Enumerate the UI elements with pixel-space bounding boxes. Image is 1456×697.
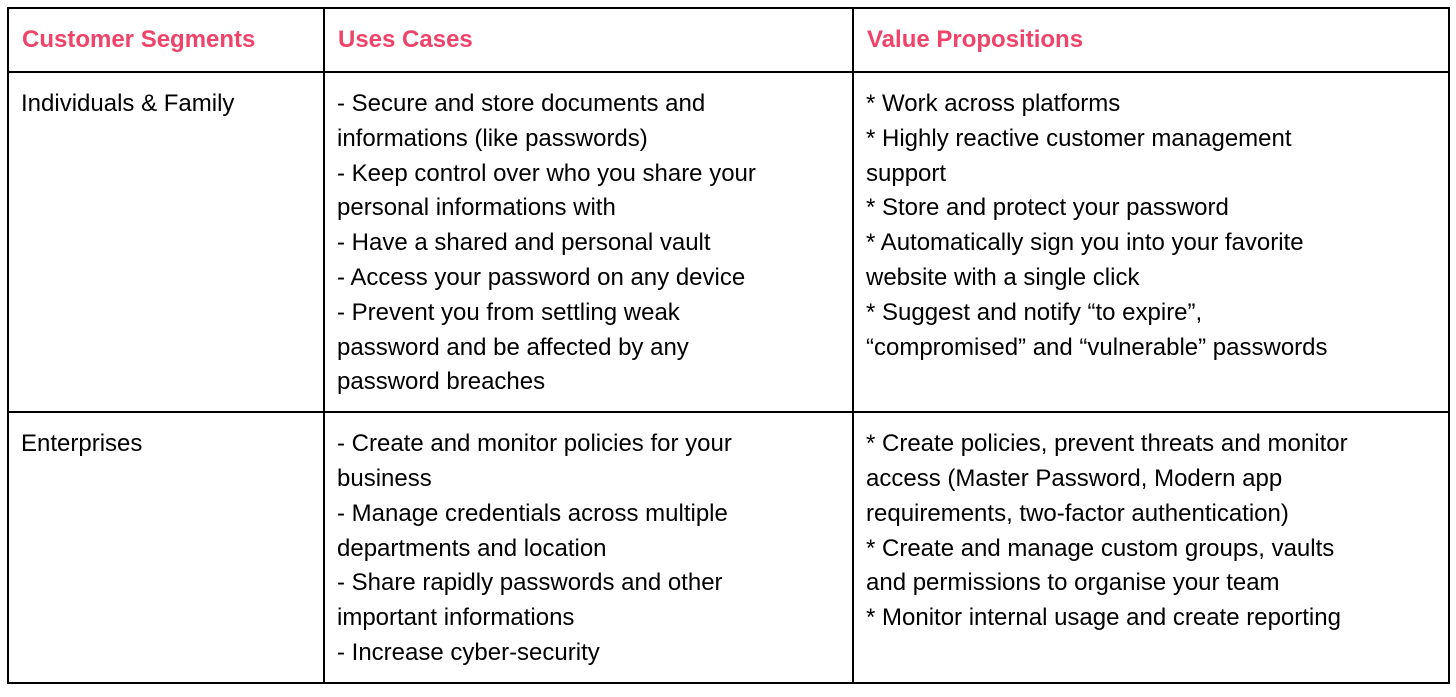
value-prop-line: and permissions to organise your team bbox=[866, 569, 1280, 597]
header-use-cases: Uses Cases bbox=[324, 8, 853, 72]
table-row-individuals bbox=[8, 72, 1449, 412]
value-prop-line: * Automatically sign you into your favorite bbox=[866, 229, 1304, 257]
segment-label: Individuals & Family bbox=[21, 90, 235, 117]
use-case-line: personal informations with bbox=[337, 194, 616, 222]
value-prop-line: * Highly reactive customer management bbox=[866, 124, 1292, 152]
header-row bbox=[8, 8, 1449, 72]
value-prop-line: support bbox=[866, 159, 947, 187]
use-cases-cell bbox=[324, 72, 853, 412]
use-case-line: - Access your password on any device bbox=[337, 263, 746, 291]
table-row-enterprises bbox=[8, 412, 1449, 683]
value-prop-line: access (Master Password, Modern app bbox=[866, 464, 1283, 492]
value-prop-line: “compromised” and “vulnerable” passwords bbox=[866, 333, 1328, 361]
use-case-line: - Have a shared and personal vault bbox=[337, 229, 711, 257]
use-case-line: departments and location bbox=[337, 534, 607, 562]
use-case-line: password breaches bbox=[337, 368, 546, 396]
use-case-line: - Manage credentials across multiple bbox=[337, 499, 728, 527]
value-prop-line: * Monitor internal usage and create reporting bbox=[866, 604, 1341, 632]
use-cases-cell bbox=[324, 412, 853, 683]
value-prop-line: * Create policies, prevent threats and monitor bbox=[866, 430, 1348, 458]
value-prop-line: * Suggest and notify “to expire”, bbox=[866, 298, 1203, 326]
use-case-line: - Keep control over who you share your bbox=[337, 159, 756, 187]
use-case-line: business bbox=[337, 464, 432, 492]
use-case-line: - Create and monitor policies for your bbox=[337, 430, 732, 458]
value-prop-line: * Create and manage custom groups, vaults bbox=[866, 534, 1335, 562]
segment-cell bbox=[8, 72, 324, 412]
value-props-cell bbox=[853, 412, 1449, 683]
segment-label: Enterprises bbox=[21, 430, 143, 458]
segment-cell bbox=[8, 412, 324, 683]
use-case-line: - Prevent you from settling weak bbox=[337, 298, 680, 326]
use-case-line: password and be affected by any bbox=[337, 333, 689, 361]
header-customer-segments: Customer Segments bbox=[8, 8, 324, 72]
use-case-line: - Increase cyber-security bbox=[337, 638, 600, 666]
use-case-line: - Share rapidly passwords and other bbox=[337, 569, 723, 597]
header-value-propositions: Value Propositions bbox=[853, 8, 1449, 72]
use-case-line: - Secure and store documents and bbox=[337, 90, 706, 117]
value-prop-line: * Work across platforms bbox=[866, 90, 1121, 117]
value-props-cell bbox=[853, 72, 1449, 412]
value-prop-line: requirements, two-factor authentication) bbox=[866, 499, 1289, 527]
value-prop-line: * Store and protect your password bbox=[866, 194, 1229, 222]
use-case-line: informations (like passwords) bbox=[337, 124, 648, 152]
business-model-table bbox=[7, 7, 1450, 684]
use-case-line: important informations bbox=[337, 604, 575, 632]
value-prop-line: website with a single click bbox=[866, 263, 1140, 291]
